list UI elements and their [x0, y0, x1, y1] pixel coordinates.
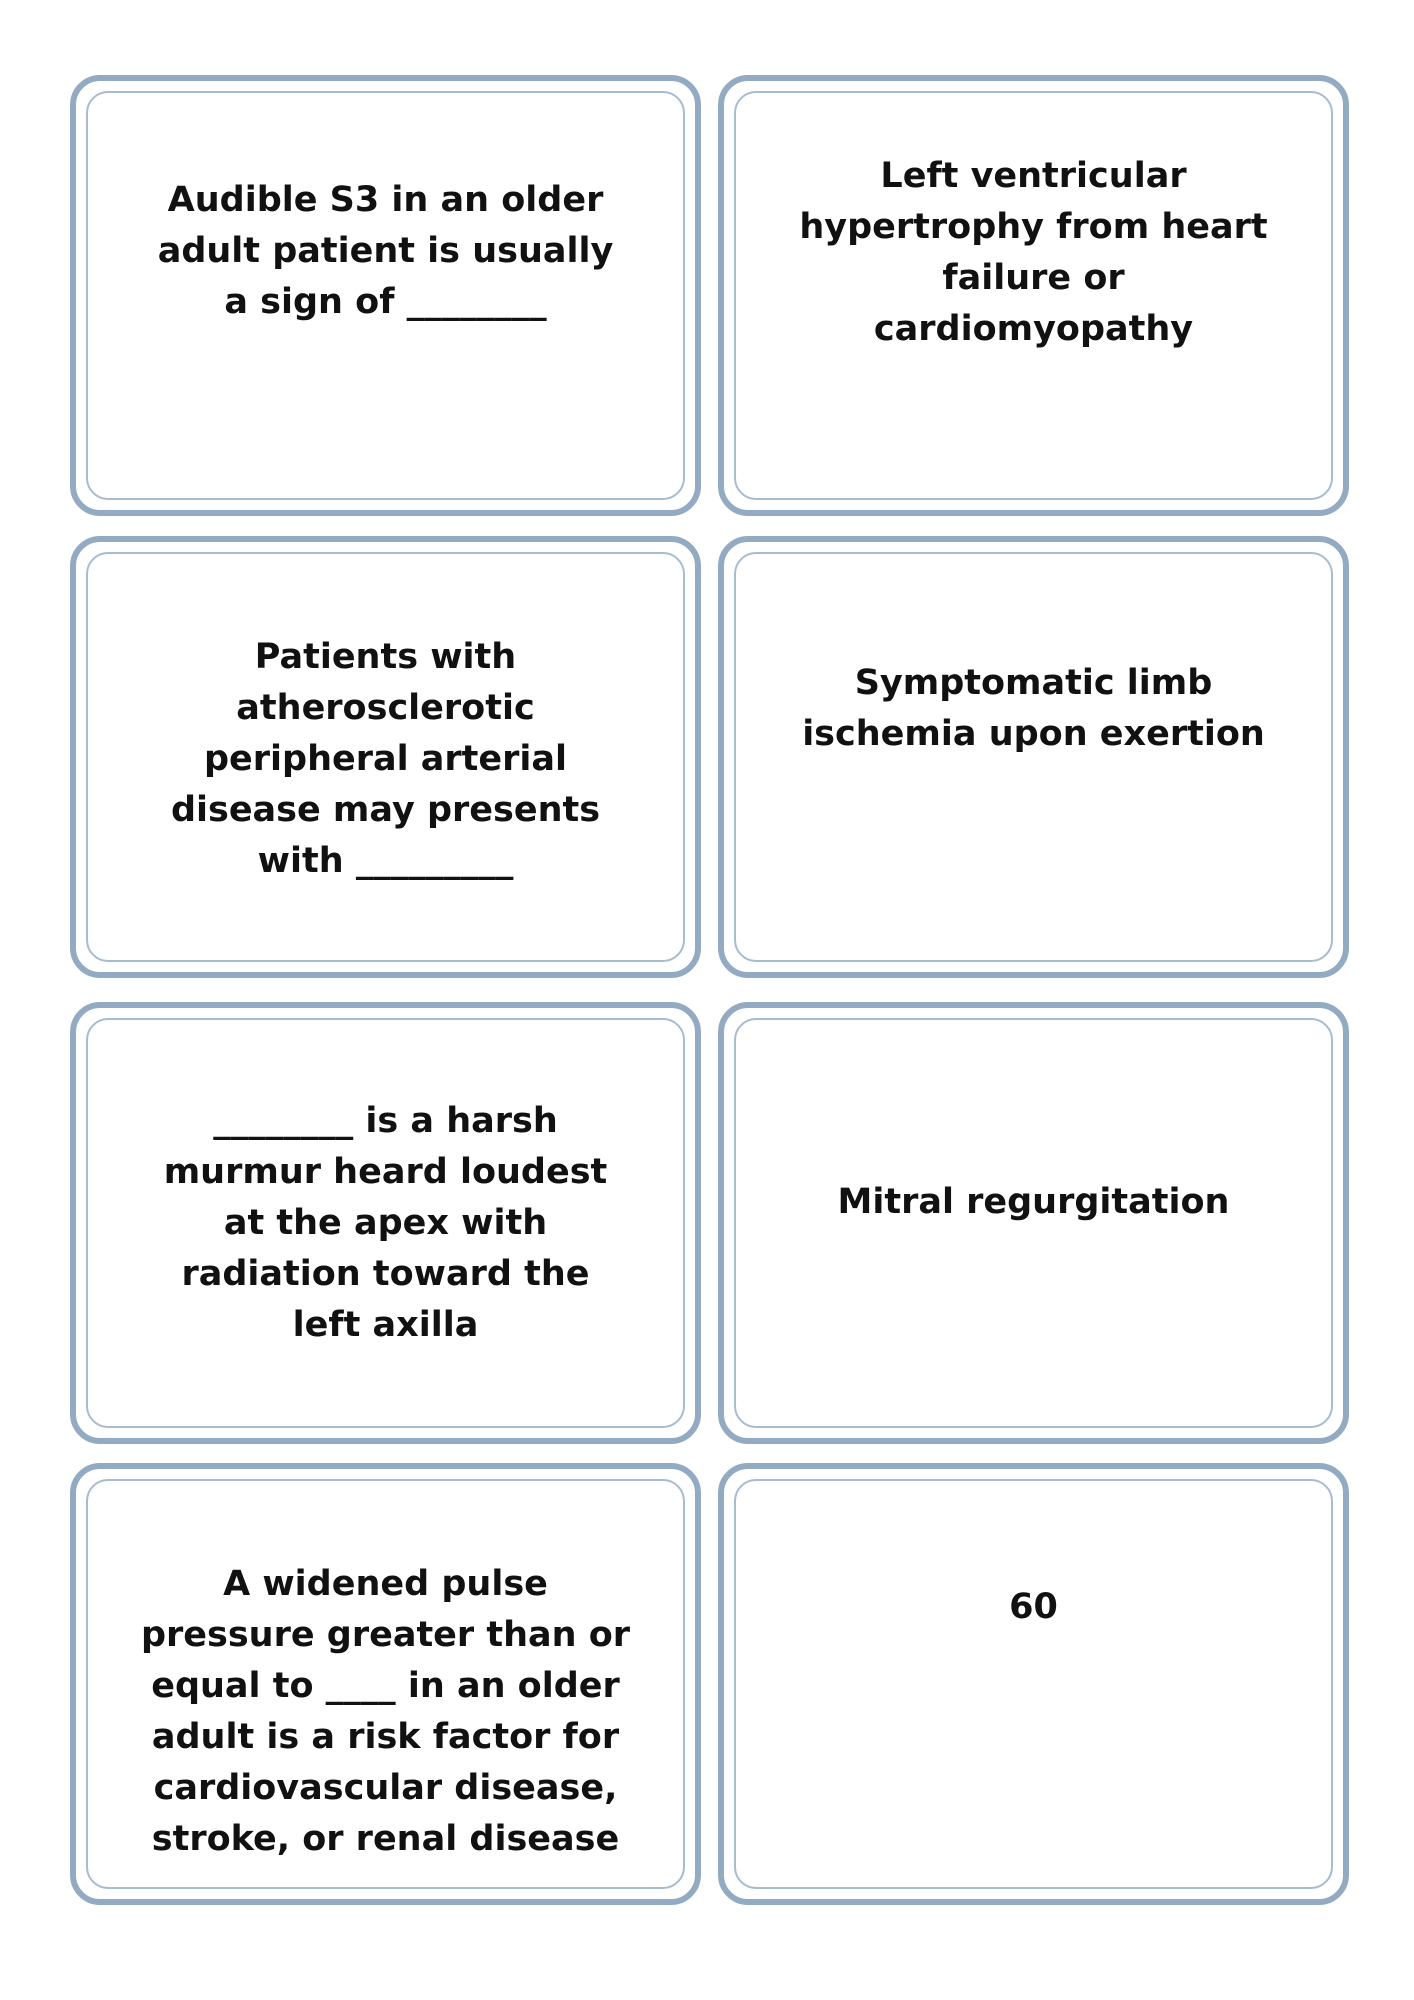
- flashcard-question-2: [70, 536, 701, 978]
- card-inner-frame: [734, 1479, 1333, 1889]
- flashcard-question-4: [70, 1463, 701, 1905]
- card-text: Left ventricular hypertrophy from heart failure or cardiomyopathy: [799, 156, 1268, 349]
- flashcard-answer-4: [718, 1463, 1349, 1905]
- card-text: Audible S3 in an older adult patient is usually a sign of ________: [157, 180, 614, 322]
- flashcard-answer-1: [718, 75, 1349, 516]
- flashcard-question-1: [70, 75, 701, 516]
- card-text: A widened pulse pressure greater than or equal to ____ in an older adult is a risk factor for cardiovascular disease, stroke, or renal disease: [140, 1564, 631, 1859]
- flashcard-answer-2: [718, 536, 1349, 978]
- card-text: 60: [1009, 1587, 1058, 1627]
- card-text: Mitral regurgitation: [837, 1182, 1230, 1222]
- flashcard-answer-3: [718, 1002, 1349, 1444]
- flashcard-question-3: [70, 1002, 701, 1444]
- card-text: Patients with atherosclerotic peripheral arterial disease may presents with _________: [170, 637, 601, 881]
- card-text: ________ is a harsh murmur heard loudest at the apex with radiation toward the left axilla: [163, 1101, 608, 1345]
- card-text: Symptomatic limb ischemia upon exertion: [802, 663, 1265, 754]
